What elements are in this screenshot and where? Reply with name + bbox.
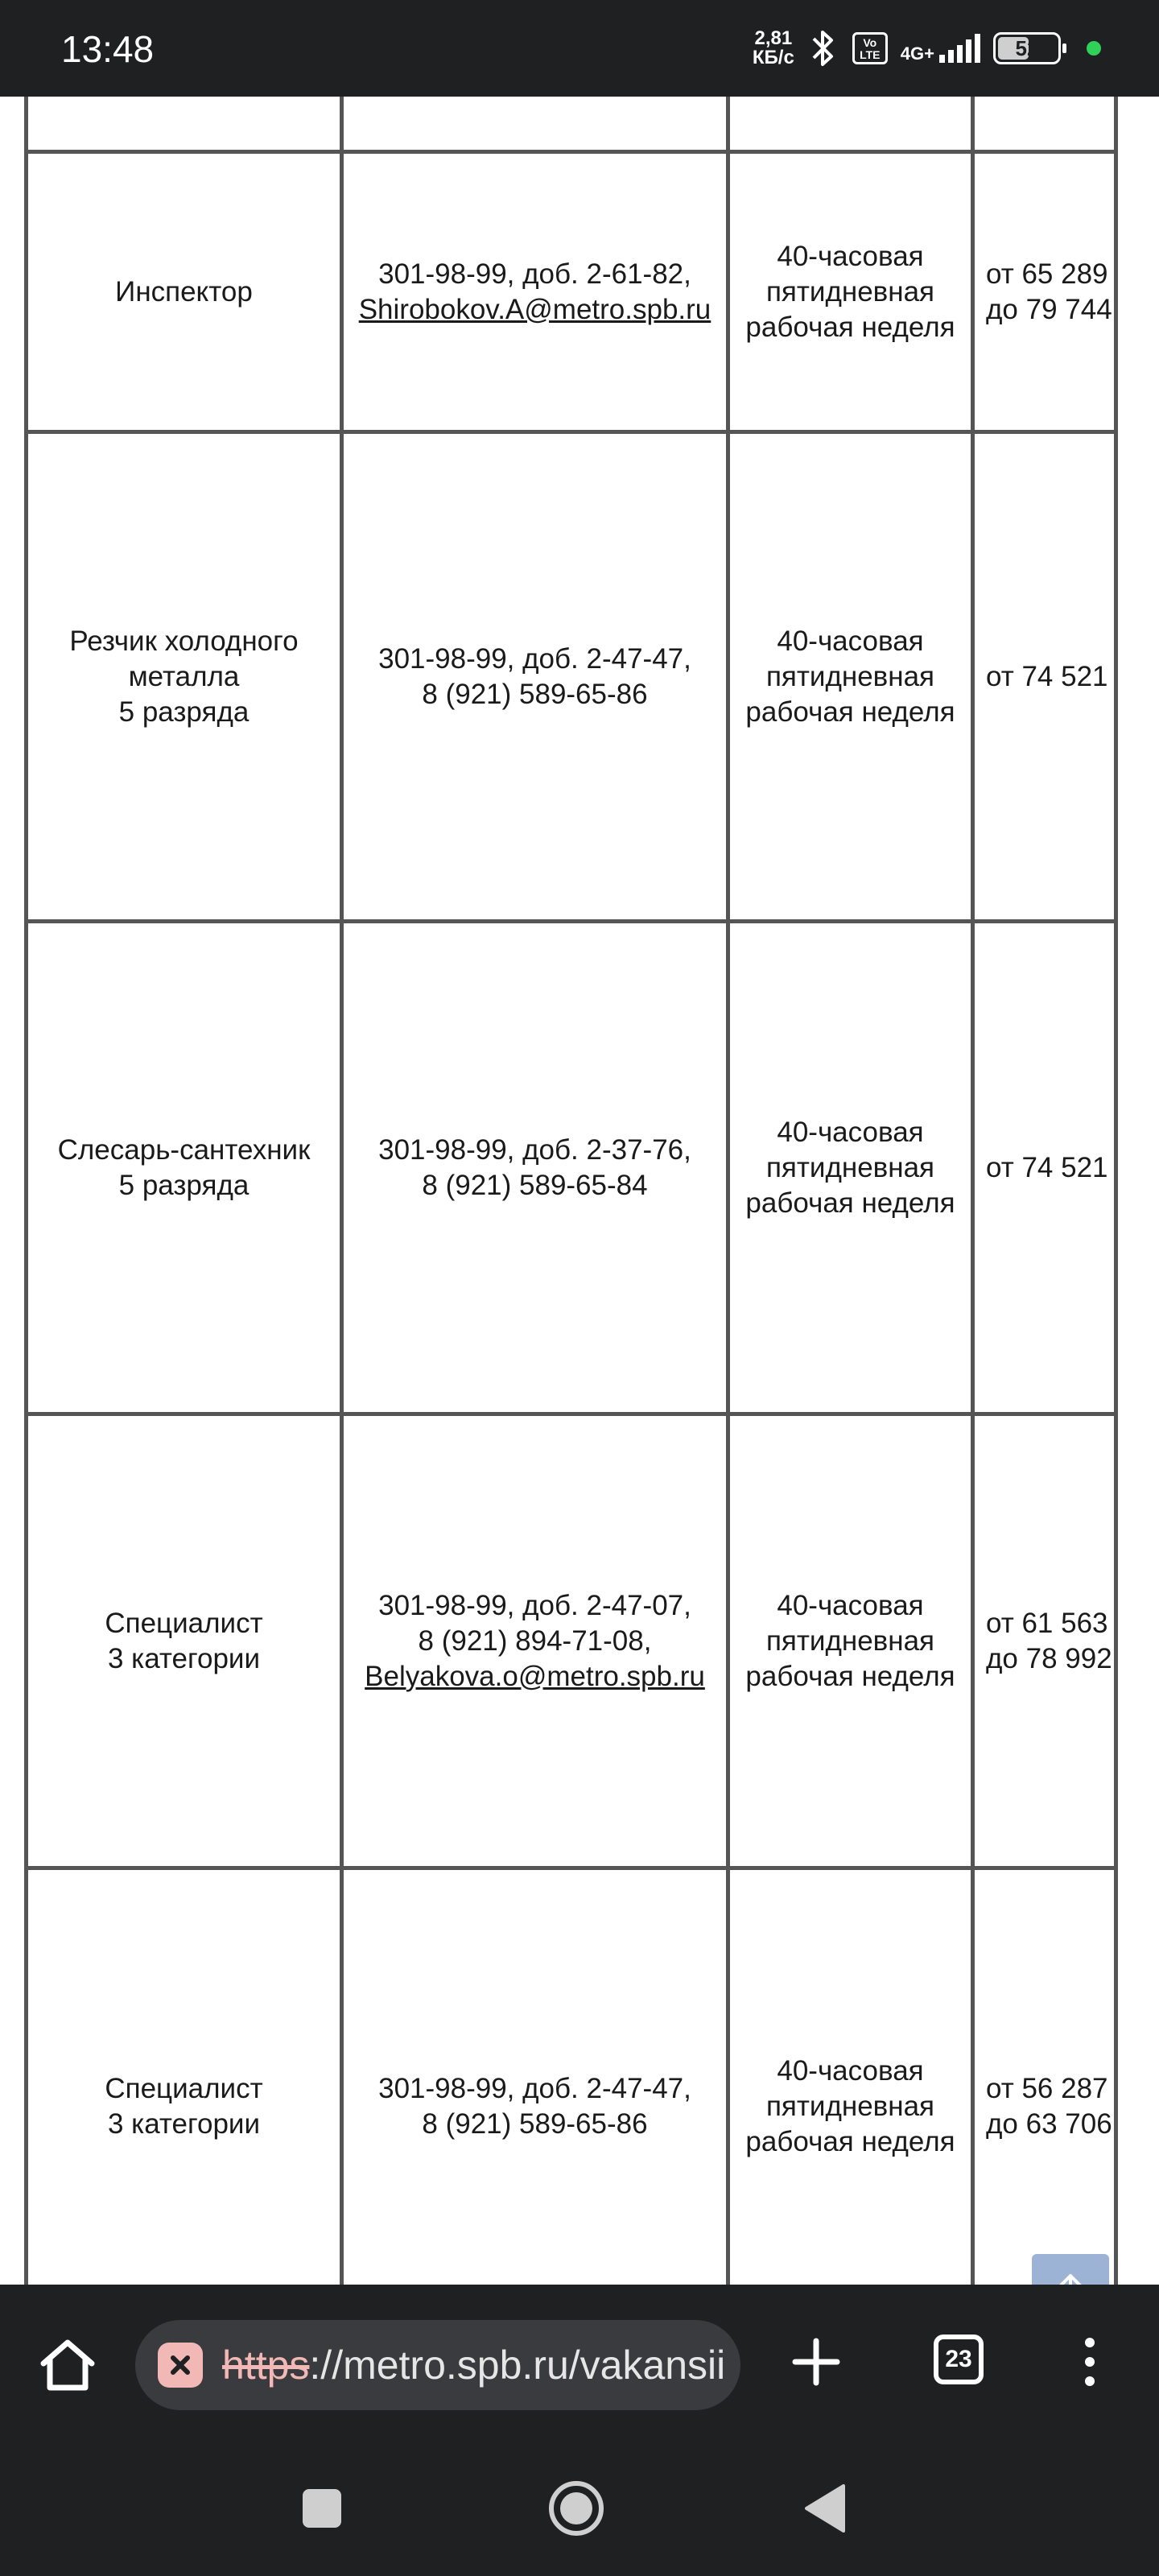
schedule-line: 40-часовая — [777, 240, 924, 272]
position-cell — [27, 1868, 342, 2285]
table-row — [27, 97, 1116, 152]
salary-cell — [973, 152, 1116, 432]
schedule-cell — [728, 922, 973, 1414]
schedule-line: 40-часовая — [777, 2054, 924, 2087]
net-speed-unit: КБ/с — [752, 47, 794, 68]
salary-line: от 61 563 — [986, 1607, 1108, 1639]
back-triangle-icon[interactable] — [802, 2483, 850, 2534]
position-line: Специалист — [105, 1607, 263, 1639]
position-line: Инспектор — [115, 275, 253, 308]
salary-cell — [973, 432, 1116, 922]
schedule-line: пятидневная — [765, 1151, 935, 1183]
status-icons — [753, 24, 1101, 72]
system-nav-bar — [0, 2442, 1159, 2576]
privacy-dot-icon — [1087, 41, 1101, 56]
salary-line: до 79 744 — [986, 293, 1112, 325]
network-type: 4G+ — [900, 43, 934, 64]
position-line: Специалист — [105, 2072, 263, 2104]
salary-line: до 78 992 — [986, 1642, 1112, 1674]
salary-line: до 63 706 — [986, 2107, 1112, 2140]
schedule-cell — [728, 1414, 973, 1868]
position-cell — [27, 152, 342, 432]
volte-icon: Vo LTE — [852, 32, 888, 64]
schedule-line: 40-часовая — [777, 625, 924, 657]
schedule-line: пятидневная — [765, 275, 935, 308]
position-line: 5 разряда — [118, 696, 250, 728]
contact-line: 8 (921) 894-71-08, — [418, 1624, 652, 1657]
schedule-line: рабочая неделя — [745, 1187, 955, 1219]
arrow-up-icon — [1053, 2271, 1088, 2285]
status-bar — [0, 0, 1159, 97]
table-row — [27, 152, 1116, 432]
contacts-cell — [342, 97, 728, 152]
position-cell — [27, 1414, 342, 1868]
contacts-cell — [342, 1414, 728, 1868]
contact-line: 301-98-99, доб. 2-61-82, — [378, 258, 691, 290]
position-line: 3 категории — [107, 1642, 261, 1674]
email-link[interactable]: Belyakova.o@metro.spb.ru — [365, 1660, 705, 1692]
address-bar[interactable] — [135, 2320, 740, 2410]
battery-icon — [993, 32, 1061, 64]
contacts-cell — [342, 1868, 728, 2285]
home-icon[interactable] — [35, 2333, 100, 2397]
contact-line: 301-98-99, доб. 2-47-47, — [378, 642, 691, 675]
table-row — [27, 432, 1116, 922]
status-time: 13:48 — [61, 28, 155, 70]
position-cell — [27, 922, 342, 1414]
position-line: 3 категории — [107, 2107, 261, 2140]
table-row — [27, 1414, 1116, 1868]
salary-cell — [973, 1414, 1116, 1868]
schedule-cell — [728, 1868, 973, 2285]
url-scheme: https — [222, 2343, 310, 2388]
schedule-line: рабочая неделя — [745, 696, 955, 728]
position-line: Слесарь-сантехник — [57, 1133, 311, 1166]
schedule-line: рабочая неделя — [745, 1660, 955, 1692]
contact-line: 8 (921) 589-65-86 — [422, 2107, 648, 2140]
signal-bars-icon — [939, 34, 980, 63]
position-cell — [27, 97, 342, 152]
email-link[interactable]: Shirobokov.A@metro.spb.ru — [358, 293, 711, 325]
position-cell — [27, 432, 342, 922]
tab-switcher-button[interactable] — [934, 2334, 984, 2384]
net-speed-value: 2,81 — [754, 27, 793, 49]
schedule-line: 40-часовая — [777, 1589, 924, 1621]
battery-level: 52 — [1015, 35, 1039, 60]
schedule-line: рабочая неделя — [745, 2125, 955, 2157]
salary-line: от 74 521 — [986, 1151, 1108, 1183]
position-line: 5 разряда — [118, 1169, 250, 1201]
insecure-warning-icon[interactable] — [158, 2343, 203, 2388]
table-row — [27, 1868, 1116, 2285]
salary-line: от 65 289 — [986, 258, 1108, 290]
contact-line: 301-98-99, доб. 2-47-47, — [378, 2072, 691, 2104]
salary-cell — [973, 97, 1116, 152]
schedule-line: 40-часовая — [777, 1116, 924, 1148]
schedule-cell — [728, 432, 973, 922]
contact-line: 8 (921) 589-65-86 — [422, 678, 648, 710]
table-row — [27, 922, 1116, 1414]
url-rest: ://metro.spb.ru/vakansii — [309, 2343, 726, 2388]
url-text — [222, 2342, 725, 2388]
contacts-cell — [342, 152, 728, 432]
contacts-cell — [342, 432, 728, 922]
plus-icon[interactable] — [784, 2330, 848, 2394]
contacts-cell — [342, 922, 728, 1414]
bluetooth-icon — [807, 27, 839, 69]
position-line: металла — [128, 660, 240, 692]
schedule-cell — [728, 97, 973, 152]
schedule-line: пятидневная — [765, 1624, 935, 1657]
web-page[interactable] — [0, 97, 1159, 2285]
contact-line: 301-98-99, доб. 2-47-07, — [378, 1589, 691, 1621]
schedule-line: пятидневная — [765, 2090, 935, 2122]
salary-cell — [973, 1868, 1116, 2285]
salary-line: от 56 287 — [986, 2072, 1108, 2104]
schedule-cell — [728, 152, 973, 432]
schedule-line: пятидневная — [765, 660, 935, 692]
salary-cell — [973, 922, 1116, 1414]
home-circle-icon[interactable] — [547, 2479, 605, 2537]
recents-square-icon[interactable] — [298, 2484, 346, 2533]
browser-toolbar — [0, 2285, 1159, 2442]
salary-line: от 74 521 — [986, 660, 1108, 692]
contact-line: 301-98-99, доб. 2-37-76, — [378, 1133, 691, 1166]
tab-count: 23 — [945, 2346, 972, 2372]
schedule-line: рабочая неделя — [745, 311, 955, 343]
contact-line: 8 (921) 589-65-84 — [422, 1169, 648, 1201]
scroll-to-top-button[interactable] — [1032, 2254, 1109, 2285]
vacancies-table — [24, 97, 1118, 2285]
more-vertical-icon[interactable] — [1074, 2330, 1106, 2394]
signal-4g — [901, 34, 980, 63]
position-line: Резчик холодного — [69, 625, 299, 657]
net-speed — [753, 29, 794, 68]
